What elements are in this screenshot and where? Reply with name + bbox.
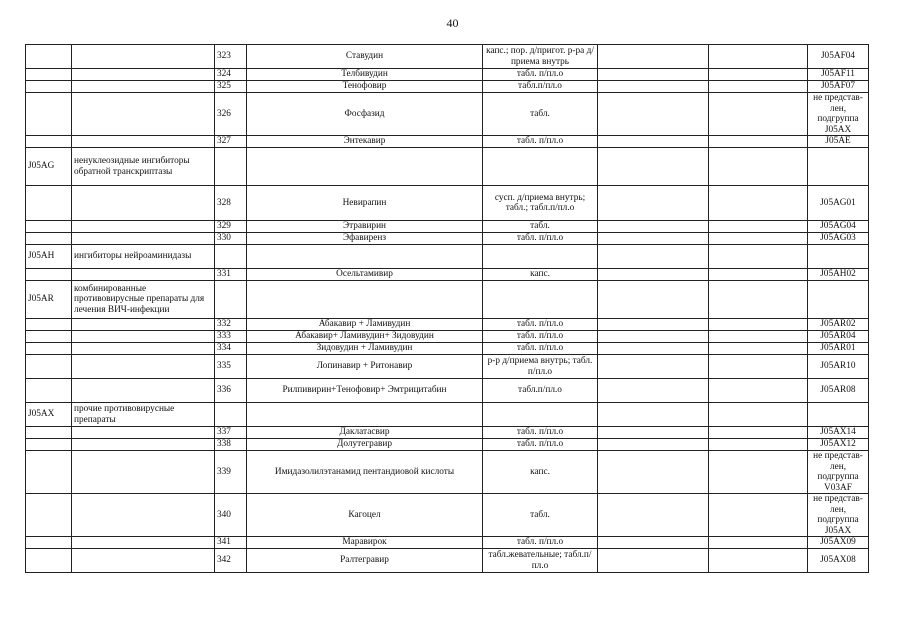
table-body: [26, 45, 869, 573]
group-name-cell: [72, 93, 215, 136]
atc-group-cell: [26, 269, 72, 281]
drug-name-cell: Даклатасвир: [247, 427, 483, 439]
dosage-form-cell: [483, 245, 598, 269]
empty-cell: [598, 379, 709, 403]
drug-name-cell: Маравирок: [247, 537, 483, 549]
empty-cell: [709, 494, 808, 537]
empty-cell: [709, 331, 808, 343]
dosage-form-cell: табл. п/пл.о: [483, 136, 598, 148]
row-number-cell: [215, 281, 247, 319]
dosage-form-cell: табл.п/пл.о: [483, 379, 598, 403]
empty-cell: [598, 233, 709, 245]
dosage-form-cell: табл. п/пл.о: [483, 233, 598, 245]
table-row: [26, 549, 869, 573]
row-number-cell: 338: [215, 439, 247, 451]
empty-cell: [709, 319, 808, 331]
empty-cell: [709, 81, 808, 93]
table-row: [26, 136, 869, 148]
atc-code-cell: J05AR01: [808, 343, 869, 355]
dosage-form-cell: [483, 148, 598, 186]
atc-group-cell: [26, 494, 72, 537]
atc-code-cell: J05AR08: [808, 379, 869, 403]
row-number-cell: 337: [215, 427, 247, 439]
empty-cell: [598, 45, 709, 69]
table-row: [26, 45, 869, 69]
row-number-cell: 328: [215, 186, 247, 221]
dosage-form-cell: [483, 281, 598, 319]
empty-cell: [598, 186, 709, 221]
atc-group-cell: [26, 537, 72, 549]
atc-group-cell: [26, 186, 72, 221]
empty-cell: [598, 269, 709, 281]
empty-cell: [598, 319, 709, 331]
drug-name-cell: [247, 403, 483, 427]
group-name-cell: [72, 269, 215, 281]
empty-cell: [709, 221, 808, 233]
atc-code-cell: J05AX08: [808, 549, 869, 573]
empty-cell: [709, 355, 808, 379]
dosage-form-cell: табл.жевательные; табл.п/пл.о: [483, 549, 598, 573]
drug-name-cell: [247, 245, 483, 269]
atc-group-cell: [26, 45, 72, 69]
drug-name-cell: Фосфазид: [247, 93, 483, 136]
table-row: [26, 427, 869, 439]
atc-code-cell: не представ-лен, подгруппа J05AX: [808, 93, 869, 136]
page-number: 40: [446, 16, 459, 30]
table-row: [26, 439, 869, 451]
group-name-cell: [72, 221, 215, 233]
atc-code-cell: [808, 281, 869, 319]
empty-cell: [598, 81, 709, 93]
empty-cell: [598, 537, 709, 549]
row-number-cell: 331: [215, 269, 247, 281]
atc-group-cell: [26, 343, 72, 355]
row-number-cell: 342: [215, 549, 247, 573]
dosage-form-cell: р-р д/приема внутрь; табл. п/пл.о: [483, 355, 598, 379]
atc-group-cell: [26, 549, 72, 573]
atc-group-cell: [26, 93, 72, 136]
drug-name-cell: Эфавиренз: [247, 233, 483, 245]
empty-cell: [598, 331, 709, 343]
table-row: [26, 281, 869, 319]
row-number-cell: [215, 245, 247, 269]
dosage-form-cell: [483, 403, 598, 427]
row-number-cell: 325: [215, 81, 247, 93]
drug-name-cell: [247, 281, 483, 319]
table-row: [26, 537, 869, 549]
group-name-cell: [72, 69, 215, 81]
atc-group-cell: J05AR: [26, 281, 72, 319]
empty-cell: [709, 281, 808, 319]
drug-name-cell: Телбивудин: [247, 69, 483, 81]
atc-group-cell: [26, 69, 72, 81]
empty-cell: [598, 451, 709, 494]
drug-name-cell: Осельтамивир: [247, 269, 483, 281]
group-name-cell: ингибиторы нейроаминидазы: [72, 245, 215, 269]
drug-name-cell: Кагоцел: [247, 494, 483, 537]
atc-group-cell: [26, 427, 72, 439]
group-name-cell: прочие противовирусные препараты: [72, 403, 215, 427]
table-row: [26, 245, 869, 269]
row-number-cell: 323: [215, 45, 247, 69]
atc-code-cell: J05AR02: [808, 319, 869, 331]
table-row: [26, 81, 869, 93]
drug-name-cell: Ралтегравир: [247, 549, 483, 573]
table-row: [26, 269, 869, 281]
empty-cell: [709, 269, 808, 281]
atc-group-cell: [26, 439, 72, 451]
atc-group-cell: [26, 136, 72, 148]
drug-name-cell: Невирапин: [247, 186, 483, 221]
row-number-cell: [215, 148, 247, 186]
drug-name-cell: Абакавир + Ламивудин: [247, 319, 483, 331]
empty-cell: [709, 93, 808, 136]
atc-code-cell: J05AX09: [808, 537, 869, 549]
table-row: [26, 148, 869, 186]
table-row: [26, 343, 869, 355]
row-number-cell: 334: [215, 343, 247, 355]
empty-cell: [709, 403, 808, 427]
empty-cell: [598, 427, 709, 439]
drug-name-cell: Рилпивирин+Тенофовир+ Эмтрицитабин: [247, 379, 483, 403]
row-number-cell: 341: [215, 537, 247, 549]
drug-name-cell: Ставудин: [247, 45, 483, 69]
group-name-cell: комбинированные противовирусные препараты для лечения ВИЧ-инфекции: [72, 281, 215, 319]
row-number-cell: 332: [215, 319, 247, 331]
group-name-cell: [72, 427, 215, 439]
group-name-cell: [72, 355, 215, 379]
drug-name-cell: Зидовудин + Ламивудин: [247, 343, 483, 355]
atc-group-cell: [26, 355, 72, 379]
group-name-cell: [72, 331, 215, 343]
drug-name-cell: Абакавир+ Ламивудин+ Зидовудин: [247, 331, 483, 343]
group-name-cell: [72, 45, 215, 69]
empty-cell: [709, 537, 808, 549]
atc-group-cell: J05AG: [26, 148, 72, 186]
table-row: [26, 186, 869, 221]
row-number-cell: 327: [215, 136, 247, 148]
atc-group-cell: J05AX: [26, 403, 72, 427]
empty-cell: [598, 549, 709, 573]
empty-cell: [709, 69, 808, 81]
table-row: [26, 494, 869, 537]
group-name-cell: [72, 439, 215, 451]
empty-cell: [598, 355, 709, 379]
atc-code-cell: J05AF11: [808, 69, 869, 81]
drug-name-cell: Энтекавир: [247, 136, 483, 148]
atc-group-cell: [26, 331, 72, 343]
dosage-form-cell: табл. п/пл.о: [483, 427, 598, 439]
group-name-cell: [72, 451, 215, 494]
atc-code-cell: J05AX14: [808, 427, 869, 439]
row-number-cell: 335: [215, 355, 247, 379]
empty-cell: [598, 136, 709, 148]
dosage-form-cell: табл. п/пл.о: [483, 343, 598, 355]
atc-code-cell: [808, 148, 869, 186]
table-row: [26, 403, 869, 427]
group-name-cell: ненуклеозидные ингибиторы обратной транскриптазы: [72, 148, 215, 186]
group-name-cell: [72, 537, 215, 549]
group-name-cell: [72, 136, 215, 148]
group-name-cell: [72, 494, 215, 537]
dosage-form-cell: капс.: [483, 269, 598, 281]
empty-cell: [709, 451, 808, 494]
row-number-cell: 340: [215, 494, 247, 537]
dosage-form-cell: табл.п/пл.о: [483, 81, 598, 93]
group-name-cell: [72, 319, 215, 331]
group-name-cell: [72, 81, 215, 93]
atc-group-cell: [26, 451, 72, 494]
empty-cell: [598, 245, 709, 269]
atc-group-cell: [26, 379, 72, 403]
atc-code-cell: J05AR04: [808, 331, 869, 343]
row-number-cell: [215, 403, 247, 427]
dosage-form-cell: табл.: [483, 494, 598, 537]
group-name-cell: [72, 549, 215, 573]
atc-code-cell: не представ-лен, подгруппа J05AX: [808, 494, 869, 537]
empty-cell: [598, 494, 709, 537]
empty-cell: [709, 427, 808, 439]
table-row: [26, 319, 869, 331]
atc-code-cell: J05AE: [808, 136, 869, 148]
dosage-form-cell: капс.; пор. д/пригот. р-ра д/приема внутрь: [483, 45, 598, 69]
drug-name-cell: Этравирин: [247, 221, 483, 233]
atc-group-cell: J05AH: [26, 245, 72, 269]
atc-code-cell: [808, 403, 869, 427]
row-number-cell: 326: [215, 93, 247, 136]
dosage-form-cell: табл.: [483, 221, 598, 233]
table-row: [26, 233, 869, 245]
table-row: [26, 221, 869, 233]
group-name-cell: [72, 233, 215, 245]
row-number-cell: 324: [215, 69, 247, 81]
table-row: [26, 355, 869, 379]
dosage-form-cell: капс.: [483, 451, 598, 494]
empty-cell: [598, 148, 709, 186]
row-number-cell: 336: [215, 379, 247, 403]
atc-code-cell: J05AX12: [808, 439, 869, 451]
atc-code-cell: J05AG01: [808, 186, 869, 221]
empty-cell: [709, 549, 808, 573]
atc-code-cell: J05AH02: [808, 269, 869, 281]
atc-code-cell: J05AG03: [808, 233, 869, 245]
dosage-form-cell: табл. п/пл.о: [483, 69, 598, 81]
drug-name-cell: Имидазолилэтанамид пентандиовой кислоты: [247, 451, 483, 494]
empty-cell: [709, 245, 808, 269]
table-row: [26, 451, 869, 494]
atc-code-cell: J05AF04: [808, 45, 869, 69]
empty-cell: [598, 281, 709, 319]
drug-name-cell: Долутегравир: [247, 439, 483, 451]
atc-group-cell: [26, 233, 72, 245]
empty-cell: [709, 45, 808, 69]
table-row: [26, 69, 869, 81]
drug-name-cell: Лопинавир + Ритонавир: [247, 355, 483, 379]
dosage-form-cell: табл.: [483, 93, 598, 136]
atc-code-cell: [808, 245, 869, 269]
empty-cell: [598, 221, 709, 233]
dosage-form-cell: табл. п/пл.о: [483, 537, 598, 549]
empty-cell: [709, 148, 808, 186]
atc-code-cell: не представ-лен, подгруппа V03AF: [808, 451, 869, 494]
table-row: [26, 331, 869, 343]
empty-cell: [598, 403, 709, 427]
atc-group-cell: [26, 319, 72, 331]
empty-cell: [709, 439, 808, 451]
atc-group-cell: [26, 221, 72, 233]
empty-cell: [598, 439, 709, 451]
drug-name-cell: Тенофовир: [247, 81, 483, 93]
atc-code-cell: J05AF07: [808, 81, 869, 93]
group-name-cell: [72, 343, 215, 355]
empty-cell: [709, 136, 808, 148]
group-name-cell: [72, 379, 215, 403]
dosage-form-cell: табл. п/пл.о: [483, 439, 598, 451]
drug-registry-table: [25, 44, 869, 573]
group-name-cell: [72, 186, 215, 221]
empty-cell: [709, 186, 808, 221]
empty-cell: [709, 233, 808, 245]
table-row: [26, 93, 869, 136]
empty-cell: [709, 343, 808, 355]
atc-code-cell: J05AG04: [808, 221, 869, 233]
table-row: [26, 379, 869, 403]
row-number-cell: 330: [215, 233, 247, 245]
row-number-cell: 339: [215, 451, 247, 494]
dosage-form-cell: сусп. д/приема внутрь; табл.; табл.п/пл.о: [483, 186, 598, 221]
atc-group-cell: [26, 81, 72, 93]
row-number-cell: 333: [215, 331, 247, 343]
empty-cell: [709, 379, 808, 403]
drug-name-cell: [247, 148, 483, 186]
empty-cell: [598, 343, 709, 355]
dosage-form-cell: табл. п/пл.о: [483, 331, 598, 343]
dosage-form-cell: табл. п/пл.о: [483, 319, 598, 331]
atc-code-cell: J05AR10: [808, 355, 869, 379]
empty-cell: [598, 69, 709, 81]
row-number-cell: 329: [215, 221, 247, 233]
empty-cell: [598, 93, 709, 136]
